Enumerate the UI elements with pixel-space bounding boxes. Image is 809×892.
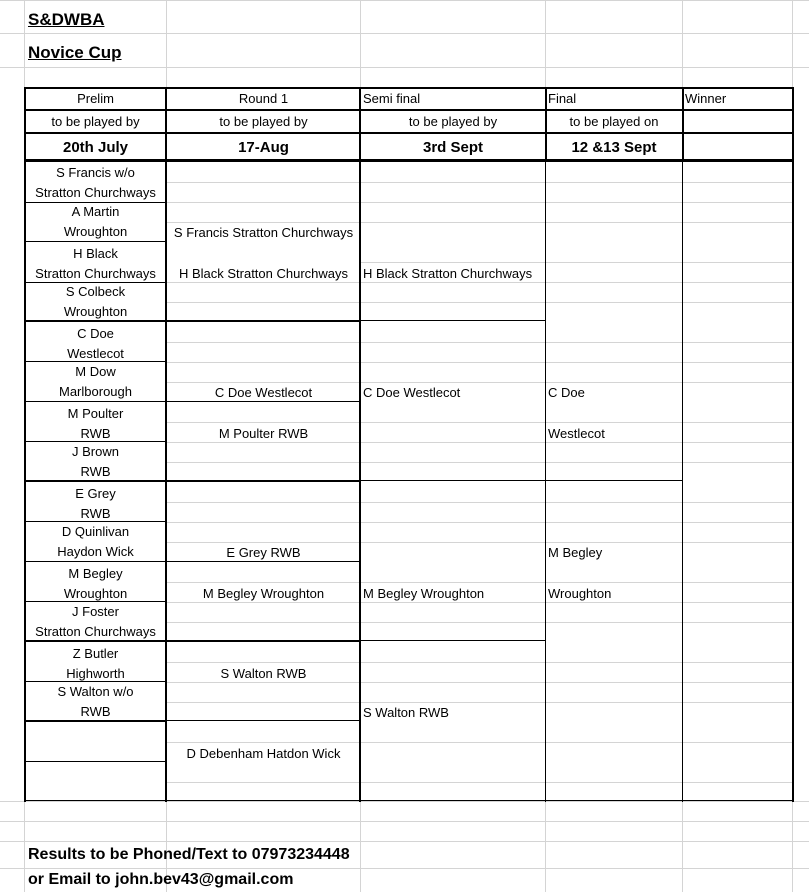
prelim-player-club: RWB: [80, 703, 111, 719]
border-line: [24, 159, 793, 162]
prelim-player-name: Z Butler: [72, 645, 119, 661]
page-title: S&DWBA: [28, 10, 105, 29]
prelim-date: 20th July: [62, 138, 129, 156]
prelim-player-club: RWB: [80, 505, 111, 521]
round1-entry: M Begley Wroughton: [202, 585, 325, 601]
prelim-player-name: M Poulter: [67, 405, 124, 421]
final-player-name: M Begley: [548, 544, 603, 560]
gridline: [0, 821, 809, 822]
prelim-player-club: Stratton Churchways: [35, 265, 156, 281]
border-line: [24, 132, 793, 134]
prelim-player-club: Wroughton: [63, 303, 128, 319]
border-line: [24, 87, 26, 802]
prelim-player-name: A Martin: [71, 203, 120, 219]
border-line: [25, 601, 166, 602]
prelim-player-name: S Francis w/o: [56, 164, 135, 180]
round1-entry: D Debenham Hatdon Wick: [186, 745, 341, 761]
prelim-player-name: D Quinlivan: [61, 523, 130, 539]
round1-entry: H Black Stratton Churchways: [178, 265, 349, 281]
semi-final-entry: M Begley Wroughton: [363, 585, 485, 601]
gridline: [166, 502, 792, 503]
prelim-player-name: S Colbeck: [65, 283, 126, 299]
prelim-player-name: J Brown: [72, 443, 119, 459]
gridline: [166, 462, 792, 463]
final-player-name: C Doe: [548, 384, 585, 400]
semi-play-label: to be played by: [408, 114, 498, 129]
border-line: [25, 282, 166, 283]
semi-final-entry: H Black Stratton Churchways: [363, 265, 533, 281]
prelim-player-name: M Dow: [75, 363, 116, 379]
prelim-player-club: RWB: [80, 463, 111, 479]
border-line: [25, 361, 166, 362]
gridline: [0, 801, 809, 802]
final-play-label: to be played on: [569, 114, 659, 129]
gridline: [166, 622, 792, 623]
page-subtitle: Novice Cup: [28, 43, 122, 62]
border-line: [166, 401, 360, 402]
gridline: [0, 0, 809, 1]
gridline: [166, 302, 792, 303]
gridline: [166, 202, 792, 203]
border-line: [24, 800, 793, 801]
border-line: [24, 109, 793, 111]
gridline: [0, 67, 809, 68]
prelim-player-club: Marlborough: [59, 383, 132, 399]
prelim-player-club: Haydon Wick: [57, 543, 134, 559]
prelim-player-club: Highworth: [66, 665, 125, 681]
border-line: [25, 521, 166, 522]
border-line: [682, 87, 684, 162]
border-line: [792, 87, 794, 802]
column-header-prelim: Prelim: [77, 91, 114, 106]
border-line: [25, 241, 166, 242]
gridline: [166, 522, 792, 523]
gridline: [0, 33, 809, 34]
prelim-play-label: to be played by: [51, 114, 140, 129]
prelim-player-club: Stratton Churchways: [35, 623, 156, 639]
border-line: [545, 87, 547, 162]
gridline: [166, 782, 792, 783]
round1-date: 17-Aug: [238, 138, 289, 156]
border-line: [360, 640, 546, 641]
border-line: [25, 761, 166, 762]
border-line: [166, 561, 360, 562]
gridline: [166, 342, 792, 343]
winner-date: [683, 134, 792, 160]
border-line: [25, 480, 360, 482]
footer-phone-text: Results to be Phoned/Text to 07973234448: [28, 846, 350, 863]
final-player-club: Westlecot: [548, 425, 605, 441]
winner-play-label: [683, 111, 792, 132]
prelim-player-club: Wroughton: [63, 223, 128, 239]
border-line: [25, 681, 166, 682]
border-line: [25, 401, 166, 402]
footer-email-text: or Email to john.bev43@gmail.com: [28, 871, 294, 888]
prelim-player-club: Wroughton: [63, 585, 128, 601]
border-line: [25, 441, 166, 442]
gridline: [0, 841, 809, 842]
final-date: 12 &13 Sept: [571, 138, 657, 156]
gridline: [166, 362, 792, 363]
prelim-player-club: Westlecot: [67, 345, 124, 361]
column-header-round1: Round 1: [238, 91, 289, 106]
border-line: [25, 561, 166, 562]
gridline: [166, 182, 792, 183]
border-line: [360, 320, 546, 321]
prelim-player-name: J Foster: [72, 603, 119, 619]
border-line: [25, 640, 360, 642]
border-line: [359, 87, 361, 802]
border-line: [25, 202, 166, 203]
round1-play-label: to be played by: [219, 114, 308, 129]
border-line: [24, 87, 793, 89]
prelim-player-name: C Doe: [77, 325, 114, 341]
gridline: [0, 868, 809, 869]
prelim-player-name: E Grey: [75, 485, 116, 501]
border-line: [166, 720, 360, 721]
prelim-player-club: Stratton Churchways: [35, 184, 156, 200]
round1-entry: S Walton RWB: [220, 665, 307, 681]
final-player-club: Wroughton: [548, 585, 612, 601]
column-header-final: Final: [548, 91, 577, 106]
border-line: [682, 162, 683, 802]
prelim-player-name: H Black: [73, 245, 118, 261]
border-line: [360, 480, 683, 481]
semi-date: 3rd Sept: [422, 138, 483, 156]
column-header-semi-final: Semi final: [363, 91, 421, 106]
round1-entry: E Grey RWB: [226, 544, 301, 560]
border-line: [545, 162, 546, 802]
round1-entry: M Poulter RWB: [218, 425, 309, 441]
prelim-player-name: M Begley: [68, 565, 123, 581]
semi-final-entry: S Walton RWB: [363, 704, 449, 720]
border-line: [25, 320, 360, 322]
prelim-player-name: S Walton w/o: [57, 683, 134, 699]
border-line: [165, 87, 167, 802]
round1-entry: C Doe Westlecot: [214, 384, 313, 400]
round1-entry: S Francis Stratton Churchways: [173, 224, 354, 240]
semi-final-entry: C Doe Westlecot: [363, 384, 461, 400]
border-line: [25, 720, 166, 722]
prelim-player-club: RWB: [80, 425, 111, 441]
column-header-winner: Winner: [685, 91, 727, 106]
